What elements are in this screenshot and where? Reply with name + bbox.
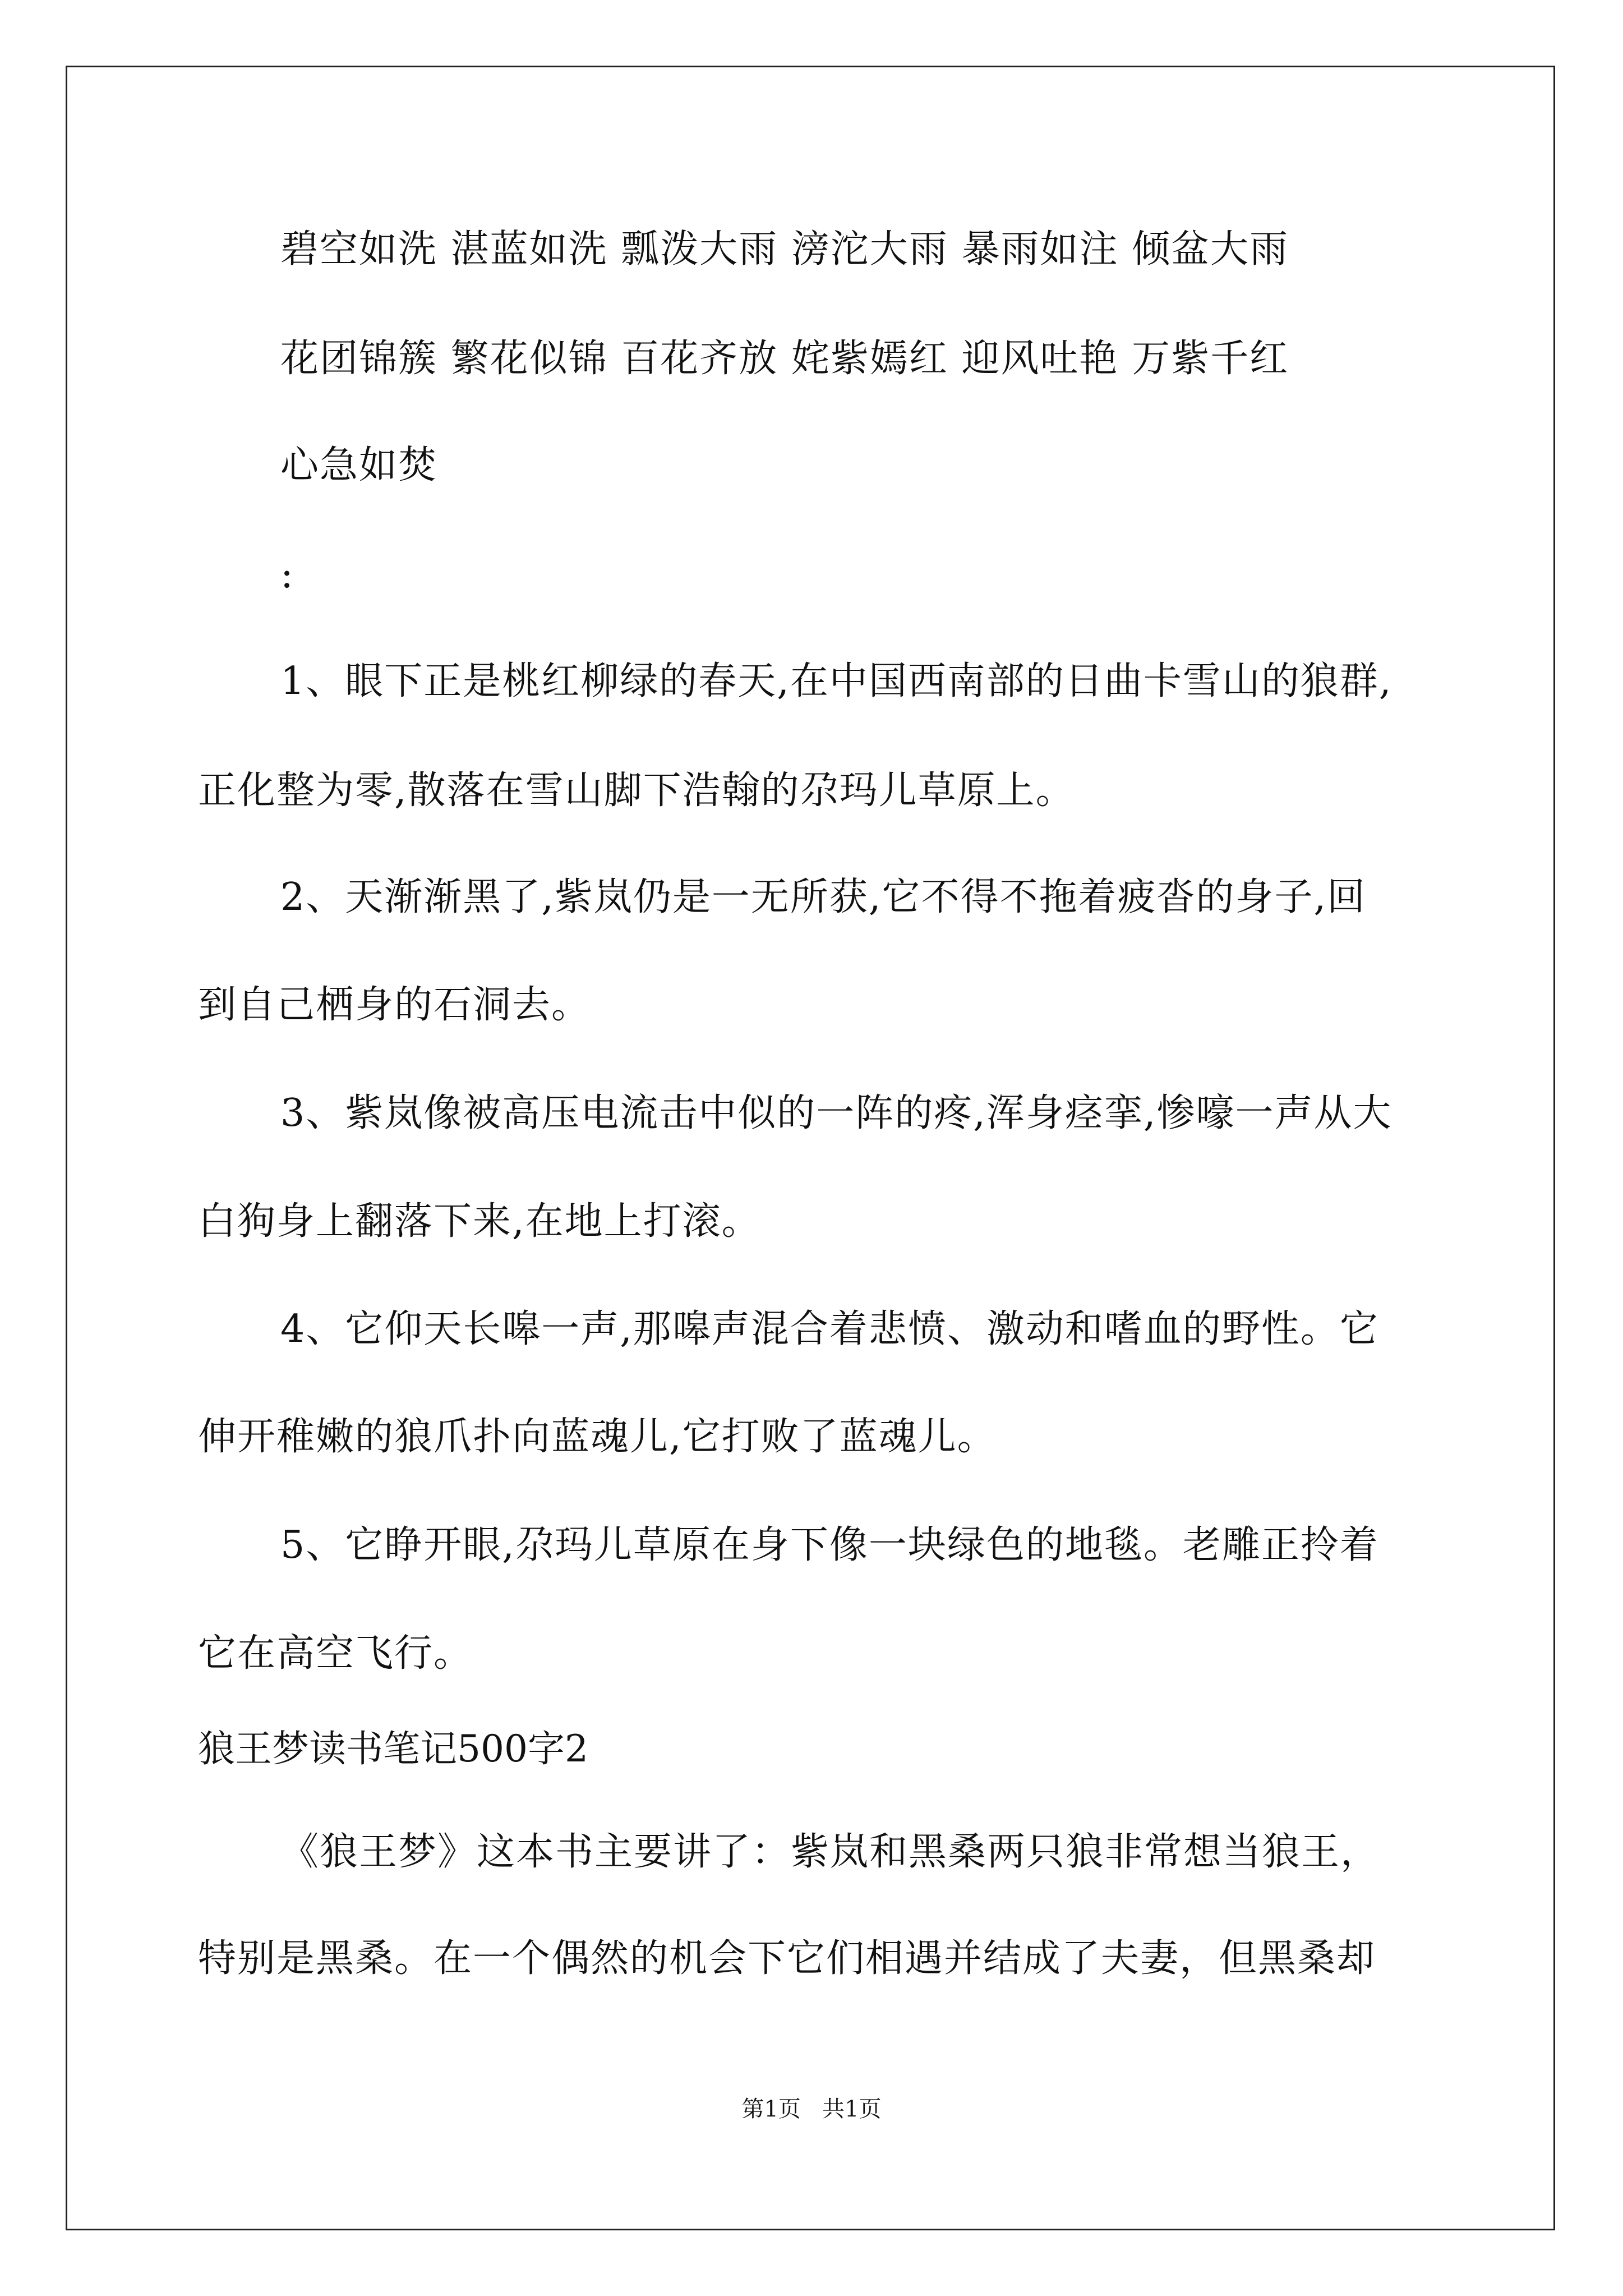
excerpt-line: 正化整为零,散落在雪山脚下浩翰的尕玛儿草原上。 <box>198 769 1075 813</box>
excerpt-line: 到自己栖身的石洞去。 <box>198 983 591 1027</box>
excerpt-line: 伸开稚嫩的狼爪扑向蓝魂儿,它打败了蓝魂儿。 <box>198 1415 997 1459</box>
excerpt-line: 它在高空飞行。 <box>198 1631 473 1676</box>
idiom-line: 心急如焚 <box>280 443 438 487</box>
excerpt-line: 3、紫岚像被高压电流击中似的一阵的疼,浑身痉挛,惨嚎一声从大 <box>280 1091 1393 1135</box>
page-footer: 第1页 共1页 <box>741 2096 882 2122</box>
paragraph-line: 《狼王梦》这本书主要讲了：紫岚和黑桑两只狼非常想当狼王， <box>280 1830 1380 1874</box>
section-title: 狼王梦读书笔记500字2 <box>198 1727 588 1770</box>
excerpt-line: 1、眼下正是桃红柳绿的春天,在中国西南部的日曲卡雪山的狼群, <box>280 659 1393 703</box>
idiom-line: 碧空如洗 湛蓝如洗 瓢泼大雨 滂沱大雨 暴雨如注 倾盆大雨 <box>280 227 1289 272</box>
excerpt-line: 4、它仰天长嗥一声,那嗥声混合着悲愤、激动和嗜血的野性。它 <box>280 1307 1379 1351</box>
colon-label: : <box>280 553 294 597</box>
excerpt-line: 5、它睁开眼,尕玛儿草原在身下像一块绿色的地毯。老雕正拎着 <box>280 1523 1379 1567</box>
page-border <box>66 66 1555 2230</box>
excerpt-line: 2、天渐渐黑了,紫岚仍是一无所获,它不得不拖着疲沓的身子,回 <box>280 875 1367 919</box>
paragraph-line: 特别是黑桑。在一个偶然的机会下它们相遇并结成了夫妻，但黑桑却 <box>198 1936 1376 1981</box>
idiom-line: 花团锦簇 繁花似锦 百花齐放 姹紫嫣红 迎风吐艳 万紫千红 <box>280 337 1289 381</box>
excerpt-line: 白狗身上翻落下来,在地上打滚。 <box>198 1199 761 1244</box>
